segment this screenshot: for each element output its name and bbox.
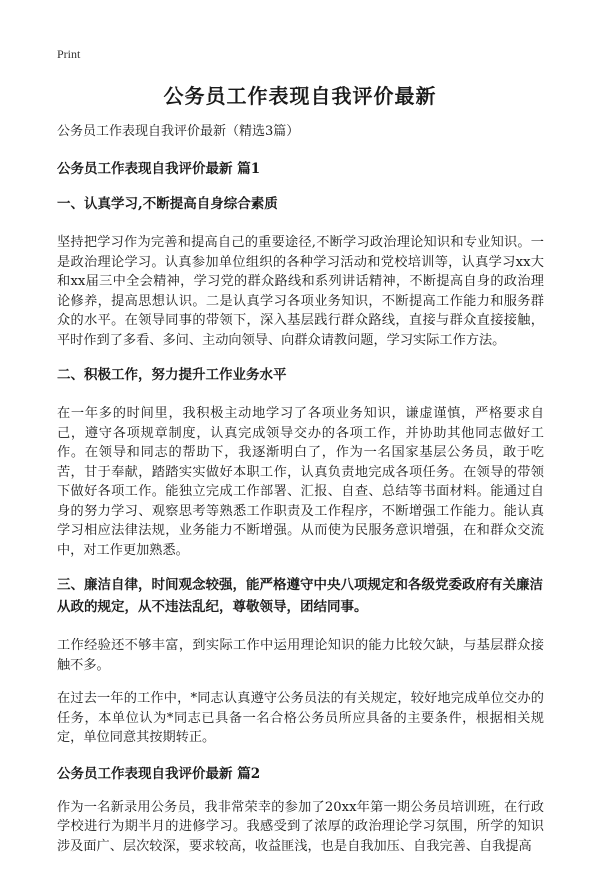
print-label: Print — [57, 47, 81, 61]
section-3-paragraph-2: 在过去一年的工作中，*同志认真遵守公务员法的有关规定，较好地完成单位交办的任务，本单位认为*同志已具备一名合格公务员所应具备的主要条件，根据相关规定，单位同意其按期转正。 — [57, 691, 544, 745]
section-1-heading: 一、认真学习,不断提高自身综合素质 — [57, 196, 278, 212]
article-1-heading: 公务员工作表现自我评价最新 篇1 — [57, 161, 261, 177]
section-3-paragraph-1: 工作经验还不够丰富，到实际工作中运用理论知识的能力比较欠缺，与基层群众接触不多。 — [57, 638, 544, 673]
section-2-paragraph: 在一年多的时间里，我积极主动地学习了各项业务知识，谦虚谨慎，严格要求自己，遵守各项规章制度，认真完成领导交办的各项工作，并协助其他同志做好工作。在领导和同志的帮助下，我逐渐明白了，作为一名国家基层公务员，敢于吃苦，甘于奉献，踏踏实实做好本职工作，认真负责地完成各项任务。在领导的带领下做好各项工作。能独立完成工作部署、汇报、自查、总结等书面材料。能通过自身的努力学习、观察思考等熟悉工作职责及工作程序，不断增强工作能力。能认真学习相应法律法规，业务能力不断增强。从而使为民服务意识增强，在和群众交流中，对工作更加熟悉。 — [57, 406, 544, 558]
section-2-heading: 二、积极工作，努力提升工作业务水平 — [57, 367, 287, 383]
section-3-heading: 三、廉洁自律，时间观念较强，能严格遵守中央八项规定和各级党委政府有关廉洁从政的规定，从不违法乱纪，尊敬领导，团结同事。 — [57, 577, 543, 615]
document-subtitle: 公务员工作表现自我评价最新（精选3篇） — [57, 124, 300, 139]
document-body — [57, 120, 544, 870]
page-title: 公务员工作表现自我评价最新 — [163, 84, 437, 108]
section-1-paragraph: 坚持把学习作为完善和提高自己的重要途径,不断学习政治理论知识和专业知识。一是政治理论学习。认真参加单位组织的各种学习活动和党校培训等，认真学习xx大和xx届三中全会精神，学习党的群众路线和系列讲话精神，不断提高自身的政治理论修养，提高思想认识。二是认真学习各项业务知识，不断提高工作能力和服务群众的水平。在领导同事的带领下，深入基层践行群众路线，直接与群众直接接触，平时作到了多看、多问、主动向领导、向群众请教问题，学习实际工作方法。 — [57, 235, 544, 348]
article-2-paragraph: 作为一名新录用公务员，我非常荣幸的参加了20xx年第一期公务员培训班，在行政学校进行为期半月的进修学习。我感受到了浓厚的政治理论学习氛围，所学的知识涉及面广、层次较深，要求较高，收益匪浅，也是自我加压、自我完善、自我提高 — [57, 799, 544, 854]
article-2-heading: 公务员工作表现自我评价最新 篇2 — [57, 765, 261, 782]
